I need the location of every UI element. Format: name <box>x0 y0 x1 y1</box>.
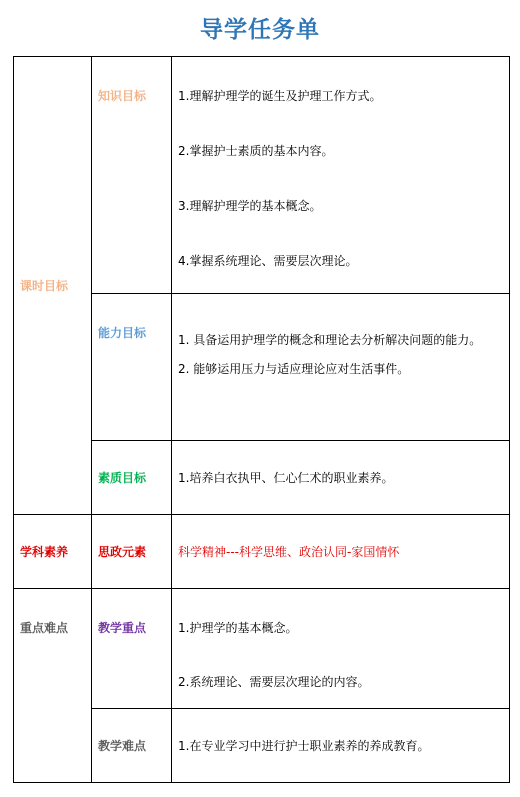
section-label-course-goals: 课时目标 <box>14 57 92 515</box>
list-item: 1. 具备运用护理学的概念和理论去分析解决问题的能力。 <box>178 333 482 347</box>
list-item: 4.掌握系统理论、需要层次理论。 <box>178 254 358 268</box>
knowledge-goals-content <box>172 57 510 294</box>
teaching-difficulty-content <box>172 709 510 783</box>
task-table <box>13 56 510 783</box>
table-row <box>14 515 510 589</box>
ability-goals-content <box>172 294 510 441</box>
list-item: 2. 能够运用压力与适应理论应对生活事件。 <box>178 362 410 376</box>
ideological-elements-content <box>172 515 510 589</box>
table-row <box>14 589 510 709</box>
row-label-teaching-focus: 教学重点 <box>92 589 172 709</box>
list-item: 1.培养白衣执甲、仁心仁术的职业素养。 <box>178 470 394 485</box>
quality-goals-content <box>172 441 510 515</box>
list-item: 2.掌握护士素质的基本内容。 <box>178 144 334 158</box>
list-item: 科学精神---科学思维、政治认同-家国情怀 <box>178 544 400 559</box>
row-label-knowledge-goals: 知识目标 <box>92 57 172 294</box>
section-label-discipline-literacy: 学科素养 <box>14 515 92 589</box>
table-row <box>14 57 510 294</box>
row-label-teaching-difficulty: 教学难点 <box>92 709 172 783</box>
teaching-focus-content <box>172 589 510 709</box>
row-label-quality-goals: 素质目标 <box>92 441 172 515</box>
list-item: 3.理解护理学的基本概念。 <box>178 199 322 213</box>
list-item: 1.护理学的基本概念。 <box>178 621 298 635</box>
row-label-ability-goals: 能力目标 <box>92 294 172 441</box>
list-item: 1.在专业学习中进行护士职业素养的养成教育。 <box>178 738 430 753</box>
list-item: 1.理解护理学的诞生及护理工作方式。 <box>178 89 382 103</box>
list-item: 2.系统理论、需要层次理论的内容。 <box>178 675 370 689</box>
page-title: 导学任务单 <box>200 17 320 43</box>
row-label-ideological-elements: 思政元素 <box>92 515 172 589</box>
section-label-key-difficulties: 重点难点 <box>14 589 92 783</box>
